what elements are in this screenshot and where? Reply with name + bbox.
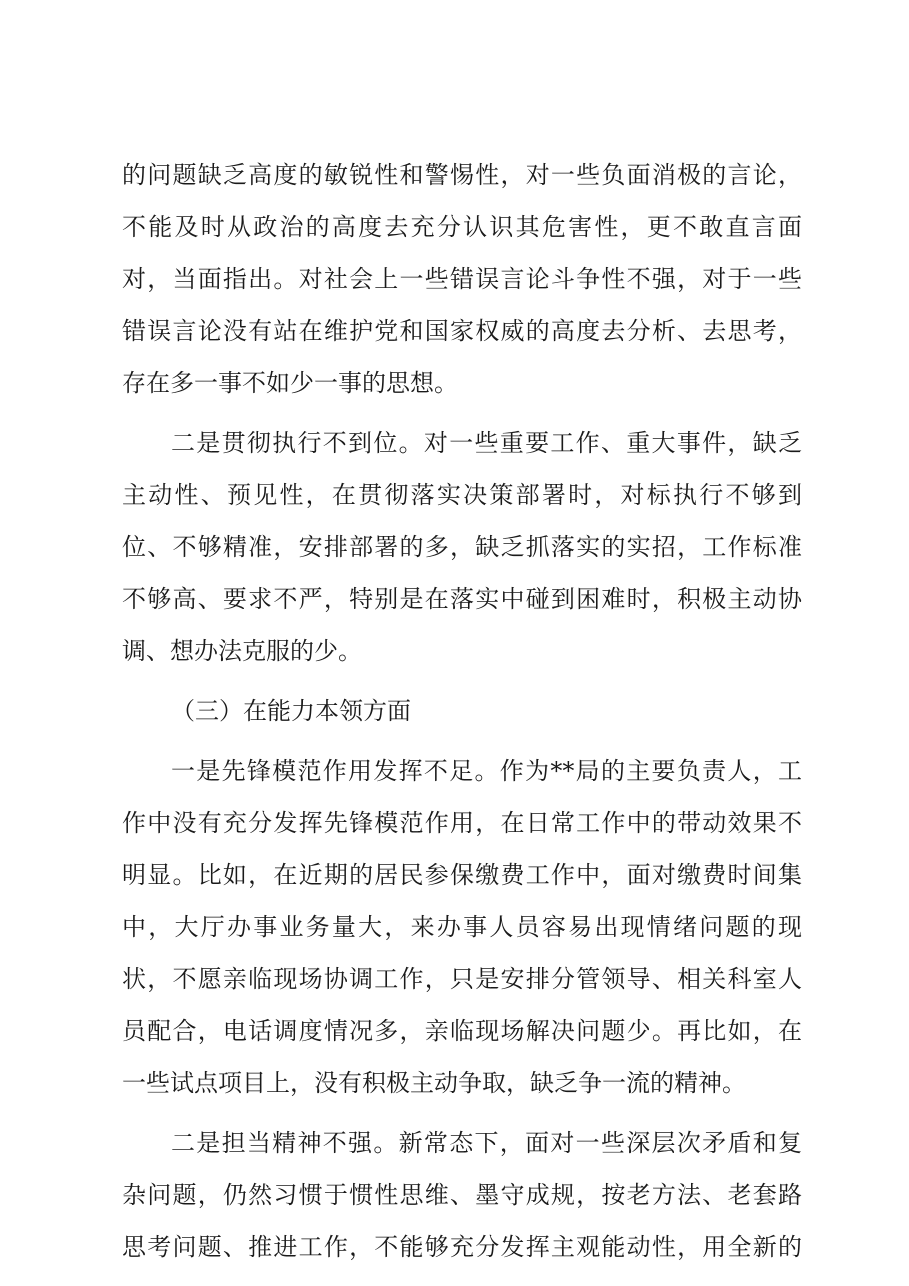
paragraph-first-line: 二是担当精神不强。新常态下，面对一些深层次矛盾和复 <box>171 1129 802 1157</box>
text-line: 中，大厅办事业务量大，来办事人员容易出现情绪问题的现 <box>122 913 802 941</box>
text-line: 不够高、要求不严，特别是在落实中碰到困难时，积极主动协 <box>122 585 802 613</box>
paragraph-first-line: 一是先锋模范作用发挥不足。作为**局的主要负责人，工 <box>171 757 802 785</box>
text-line: 杂问题，仍然习惯于惯性思维、墨守成规，按老方法、老套路 <box>122 1181 802 1209</box>
text-line: 不能及时从政治的高度去充分认识其危害性，更不敢直言面 <box>122 213 802 241</box>
text-line: 位、不够精准，安排部署的多，缺乏抓落实的实招，工作标准 <box>122 533 802 561</box>
text-line: 一些试点项目上，没有积极主动争取，缺乏争一流的精神。 <box>122 1069 746 1097</box>
text-line: 明显。比如，在近期的居民参保缴费工作中，面对缴费时间集 <box>122 861 802 889</box>
text-line: 错误言论没有站在维护党和国家权威的高度去分析、去思考， <box>122 317 802 345</box>
text-line: 存在多一事不如少一事的思想。 <box>122 369 458 397</box>
text-line: 状，不愿亲临现场协调工作，只是安排分管领导、相关科室人 <box>122 965 802 993</box>
section-heading: （三）在能力本领方面 <box>171 697 411 725</box>
paragraph-first-line: 二是贯彻执行不到位。对一些重要工作、重大事件，缺乏 <box>171 429 802 457</box>
text-line: 思考问题、推进工作，不能够充分发挥主观能动性，用全新的 <box>122 1233 802 1261</box>
text-line: 员配合，电话调度情况多，亲临现场解决问题少。再比如，在 <box>122 1017 802 1045</box>
text-line: 对，当面指出。对社会上一些错误言论斗争性不强，对于一些 <box>122 265 802 293</box>
text-line: 主动性、预见性，在贯彻落实决策部署时，对标执行不够到 <box>122 481 802 509</box>
text-line: 作中没有充分发挥先锋模范作用，在日常工作中的带动效果不 <box>122 809 802 837</box>
text-line: 的问题缺乏高度的敏锐性和警惕性，对一些负面消极的言论， <box>122 161 802 189</box>
text-line: 调、想办法克服的少。 <box>122 637 362 665</box>
